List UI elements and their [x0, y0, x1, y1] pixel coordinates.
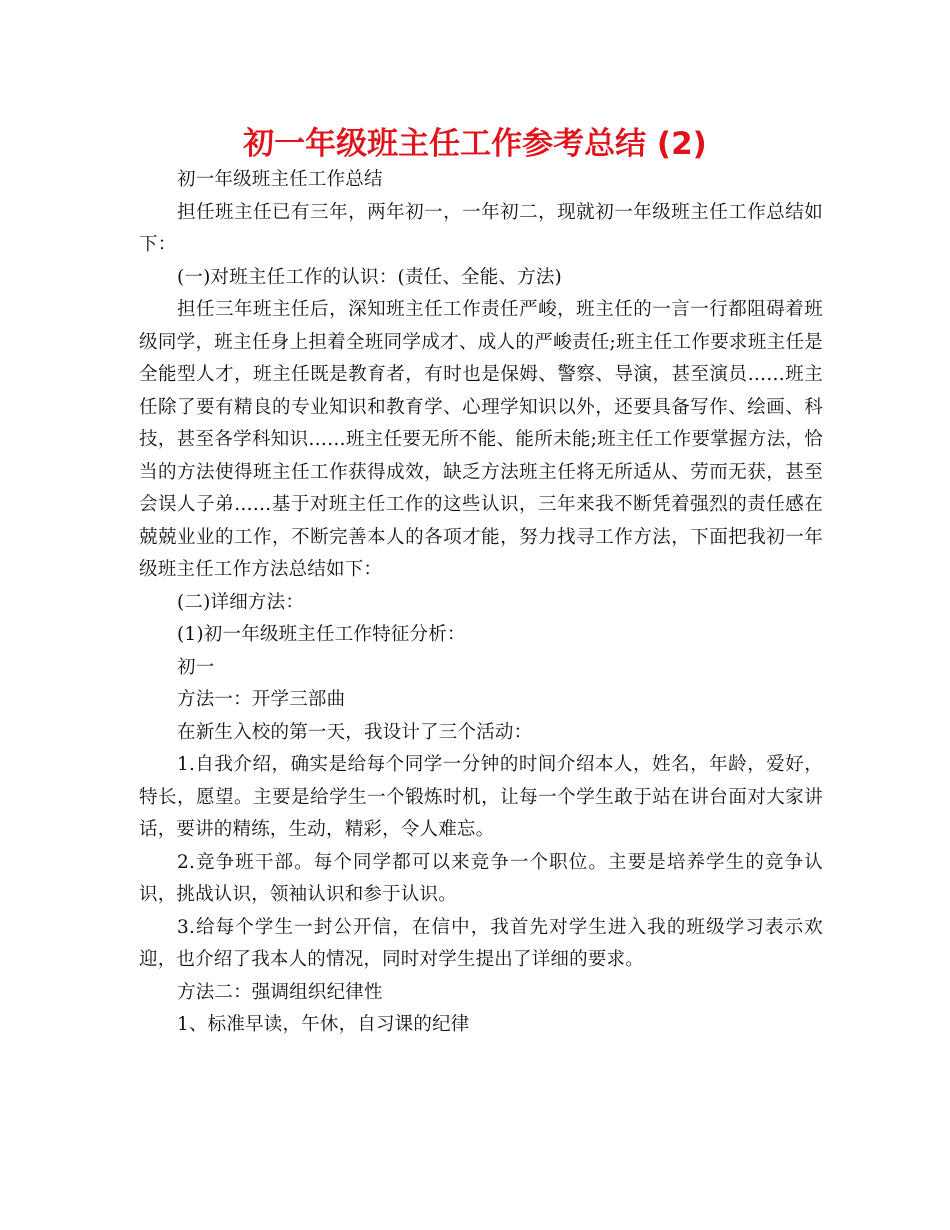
method-heading: 方法一：开学三部曲 [177, 689, 346, 710]
list-item: 2.竞争班干部。每个同学都可以来竞争一个职位。主要是培养学生的竞争认识，挑战认识，领袖认识和参于认识。 [139, 851, 823, 905]
section-heading: (二)详细方法： [177, 591, 305, 613]
paragraph: 初一 [177, 656, 215, 678]
list-item: 3.给每个学生一封公开信，在信中，我首先对学生进入我的班级学习表示欢迎，也介绍了我本人的情况，同时对学生提出了详细的要求。 [139, 916, 823, 970]
subsection-heading: (1)初一年级班主任工作特征分析： [177, 624, 466, 645]
section-heading: (一)对班主任工作的认识：(责任、全能、方法) [177, 266, 562, 288]
method-heading: 方法二：强调组织纪律性 [177, 981, 383, 1003]
paragraph: 担任三年班主任后，深知班主任工作责任严峻，班主任的一言一行都阻碍着班级同学，班主任身上担着全班同学成才、成人的严峻责任;班主任工作要求班主任是全能型人才，班主任既是教育者，有时也是保姆、警察、导演，甚至演员……班主任除了要有精良的专业知识和教育学、心理学知识以外，还要具备写作、绘画、科技，甚至各学科知识……班主任要无所不能、能所未能;班主任工作要掌握方法，恰当的方法使得班主任工作获得成效，缺乏方法班主任将无所适从、劳而无获，甚至会误人子弟……基于对班主任工作的这些认识，三年来我不断凭着强烈的责任感在兢兢业业的工作，不断完善本人的各项才能，努力找寻工作方法，下面把我初一年级班主任工作方法总结如下： [139, 299, 823, 580]
list-item: 1、标准早读，午休，自习课的纪律 [177, 1014, 470, 1035]
paragraph: 担任班主任已有三年，两年初一，一年初二，现就初一年级班主任工作总结如下： [139, 201, 823, 255]
document-title: 初一年级班主任工作参考总结 (2) [243, 126, 707, 162]
document-body [139, 164, 823, 1042]
paragraph: 在新生入校的第一天，我设计了三个活动： [177, 721, 533, 743]
list-item: 1.自我介绍，确实是给每个同学一分钟的时间介绍本人，姓名，年龄，爱好，特长，愿望。主要是给学生一个锻炼时机，让每一个学生敢于站在讲台面对大家讲话，要讲的精练，生动，精彩，令人难忘。 [139, 754, 823, 840]
paragraph: 初一年级班主任工作总结 [177, 169, 383, 190]
